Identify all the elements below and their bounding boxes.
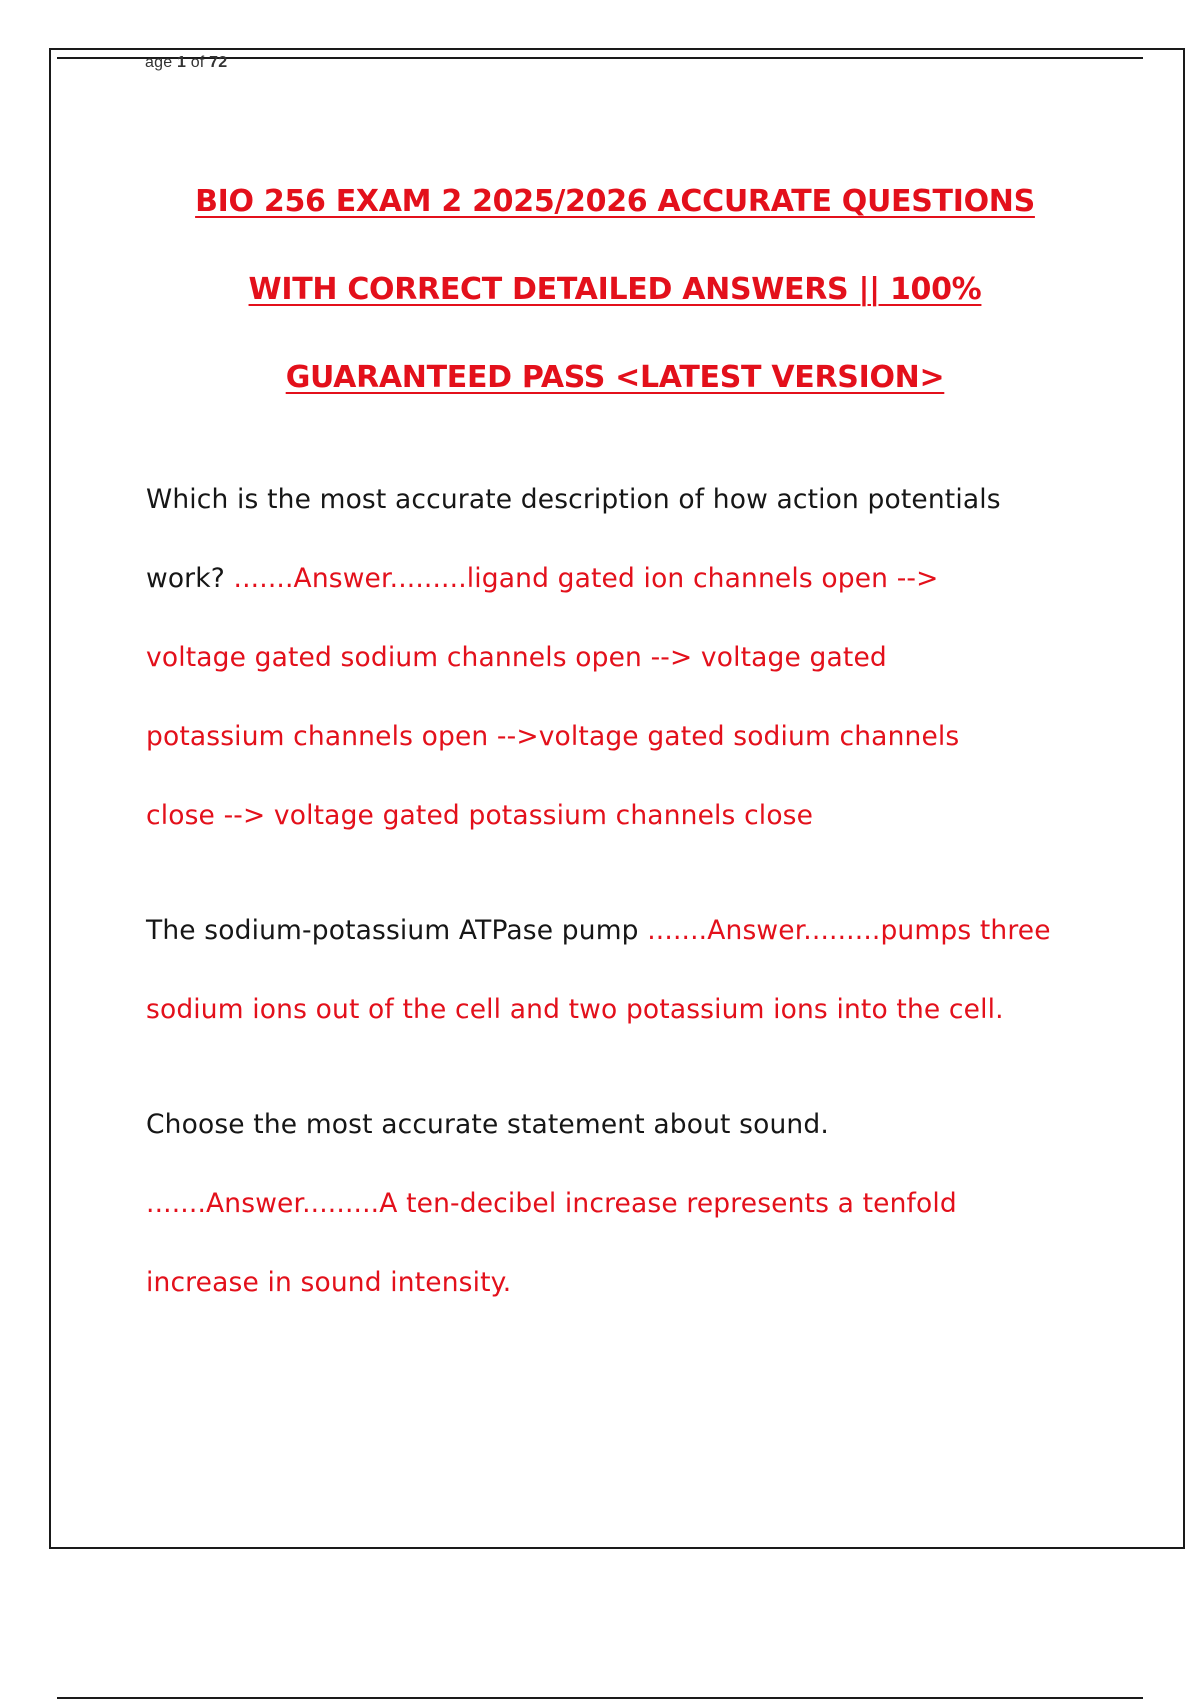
answer-1-line-2: .......Answer.........ligand gated ion channels open --> xyxy=(233,563,939,594)
question-2-line-1: The sodium-potassium ATPase pump xyxy=(146,915,648,946)
question-1-line-1: Which is the most accurate description of how action potentials xyxy=(146,484,1001,515)
answer-1-line-3: voltage gated sodium channels open --> voltage gated xyxy=(146,642,887,673)
next-page-rule xyxy=(57,1697,1143,1699)
answer-3-line-2: .......Answer.........A ten-decibel increase represents a tenfold xyxy=(146,1188,957,1219)
document-title-line-2: WITH CORRECT DETAILED ANSWERS || 100% xyxy=(248,272,982,307)
answer-3-line-3: increase in sound intensity. xyxy=(146,1267,512,1298)
answer-2-line-2: sodium ions out of the cell and two potassium ions into the cell. xyxy=(146,994,1004,1025)
page-number-total: 72 xyxy=(209,54,228,71)
page-number-current: 1 xyxy=(176,54,187,71)
answer-2-line-1: .......Answer.........pumps three xyxy=(647,915,1051,946)
page-number-of: of xyxy=(186,54,210,71)
page-number-prefix: age xyxy=(145,54,177,71)
question-3-line-1: Choose the most accurate statement about sound. xyxy=(146,1109,829,1140)
answer-1-line-4: potassium channels open -->voltage gated sodium channels xyxy=(146,721,960,752)
document-title-line-3: GUARANTEED PASS <LATEST VERSION> xyxy=(285,360,945,395)
qa-1-line-2 xyxy=(146,563,938,594)
question-1-line-2: work? xyxy=(146,563,234,594)
qa-2-line-1 xyxy=(146,915,1051,946)
document-title-line-1: BIO 256 EXAM 2 2025/2026 ACCURATE QUESTIONS xyxy=(195,184,1035,219)
answer-1-line-5: close --> voltage gated potassium channels close xyxy=(146,800,814,831)
page-number xyxy=(145,54,227,72)
